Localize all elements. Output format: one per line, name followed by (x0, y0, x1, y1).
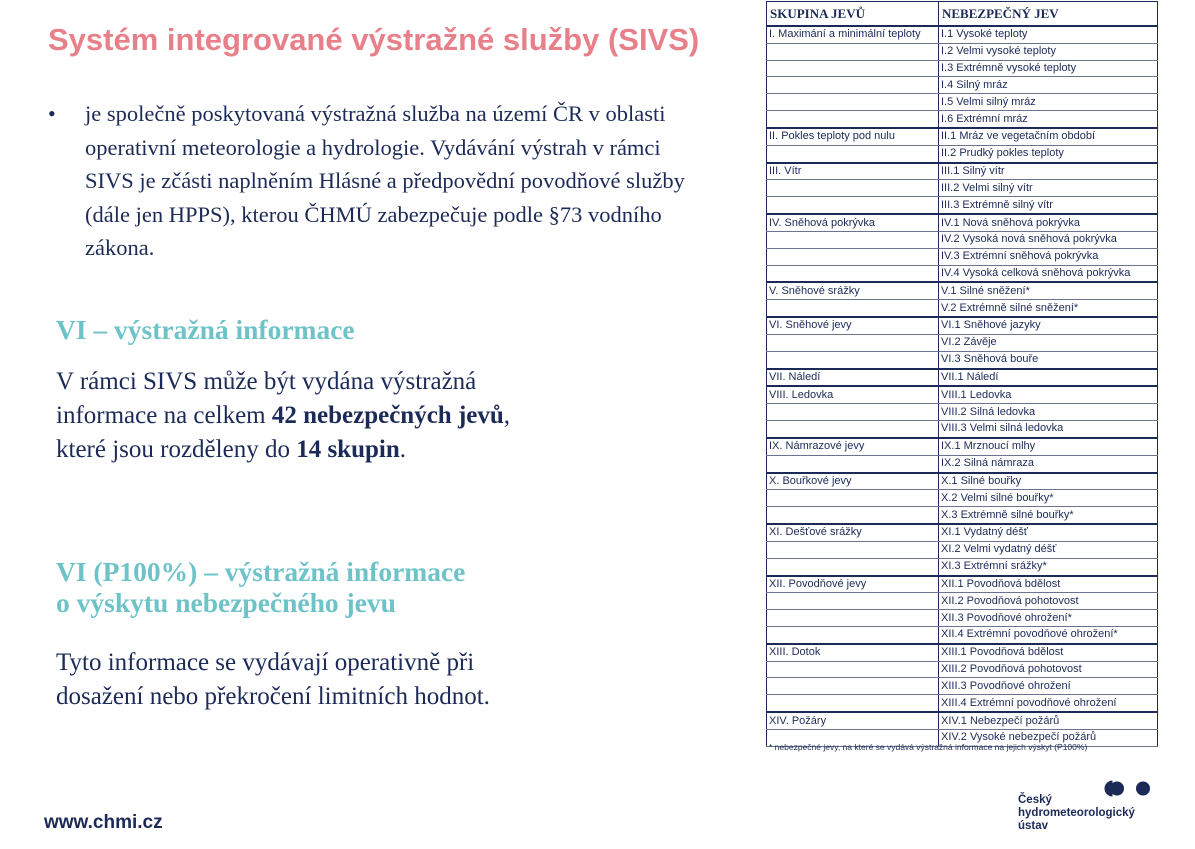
empty-cell (767, 626, 939, 643)
hazard-table (766, 1, 1158, 747)
table-row (767, 145, 1158, 162)
section-heading-vi: VI – výstražná informace (56, 314, 355, 345)
paragraph-line: dosažení nebo překročení limitních hodnot. (56, 683, 490, 710)
group-name-cell: I. Maximání a minimální teploty (767, 26, 939, 43)
empty-cell (767, 661, 939, 678)
hazard-cell: X.1 Silné bouřky (939, 473, 1158, 490)
paragraph-line: Tyto informace se vydávají operativně při (56, 649, 475, 676)
empty-cell (767, 43, 939, 60)
table-row (767, 386, 1158, 403)
section-heading-p100 (56, 556, 465, 618)
table-row (767, 77, 1158, 94)
section-p100-paragraph (56, 646, 656, 714)
paragraph-line: V rámci SIVS může být vydána výstražná (56, 368, 477, 395)
hazard-cell: XIV.1 Nebezpečí požárů (939, 712, 1158, 729)
logo-line: ústav (1018, 820, 1049, 832)
hazard-cell: V.2 Extrémně silné sněžení* (939, 300, 1158, 317)
table-row (767, 455, 1158, 472)
table-row (767, 421, 1158, 438)
empty-cell (767, 558, 939, 575)
hazard-cell: XII.2 Povodňová pohotovost (939, 593, 1158, 610)
hazard-cell: XIII.4 Extrémní povodňové ohrožení (939, 695, 1158, 712)
table-row (767, 438, 1158, 455)
empty-cell (767, 94, 939, 111)
hazard-cell: V.1 Silné sněžení* (939, 282, 1158, 299)
table-row (767, 644, 1158, 661)
paragraph-line: které jsou rozděleny do (56, 436, 297, 463)
table-row (767, 180, 1158, 197)
hazard-cell: IV.4 Vysoká celková sněhová pokrývka (939, 265, 1158, 282)
group-name-cell: X. Bouřkové jevy (767, 473, 939, 490)
table-row (767, 490, 1158, 507)
hazard-cell: VIII.1 Ledovka (939, 386, 1158, 403)
table-body (767, 26, 1158, 746)
empty-cell (767, 265, 939, 282)
paragraph-punct: . (399, 436, 406, 463)
table-row (767, 231, 1158, 248)
logo-line: Český (1018, 794, 1052, 806)
table-row (767, 26, 1158, 43)
table-row (767, 60, 1158, 77)
hazard-cell: XII.4 Extrémní povodňové ohrožení* (939, 626, 1158, 643)
header-group: SKUPINA JEVŮ (767, 2, 939, 27)
group-name-cell: II. Pokles teploty pod nulu (767, 128, 939, 145)
logo-line: hydrometeorologický (1018, 807, 1135, 819)
table-row (767, 300, 1158, 317)
table-row (767, 661, 1158, 678)
table-row (767, 576, 1158, 593)
hazard-cell: VI.2 Závěje (939, 334, 1158, 351)
table-row (767, 507, 1158, 524)
hazard-cell: III.1 Silný vítr (939, 163, 1158, 180)
section-vi-paragraph (56, 365, 656, 467)
empty-cell (767, 678, 939, 695)
hazard-cell: XIII.1 Povodňová bdělost (939, 644, 1158, 661)
empty-cell (767, 351, 939, 368)
table-row (767, 94, 1158, 111)
hazard-cell: VI.1 Sněhové jazyky (939, 317, 1158, 334)
table-row (767, 334, 1158, 351)
table-row (767, 593, 1158, 610)
hazard-cell: IX.2 Silná námraza (939, 455, 1158, 472)
intro-text: je společně poskytovaná výstražná služba na území ČR v oblasti operativní meteorologie a hydrologie. Vydávání výstrah v rámci SIVS je zčásti naplněním Hlásné a předpovědní povodňové služby (dále jen HPPS), kterou ČHMÚ zabezpečuje podle §73 vodního zákona. (85, 101, 685, 260)
header-hazard: NEBEZPEČNÝ JEV (939, 2, 1158, 27)
table-row (767, 369, 1158, 387)
table-row (767, 558, 1158, 575)
table-row (767, 712, 1158, 729)
group-name-cell: IV. Sněhová pokrývka (767, 214, 939, 231)
empty-cell (767, 77, 939, 94)
group-name-cell: XIII. Dotok (767, 644, 939, 661)
hazard-cell: I.6 Extrémní mráz (939, 111, 1158, 128)
table-row (767, 626, 1158, 643)
hazard-cell: I.2 Velmi vysoké teploty (939, 43, 1158, 60)
paragraph-punct: , (503, 402, 511, 429)
table-row (767, 524, 1158, 541)
empty-cell (767, 541, 939, 558)
empty-cell (767, 180, 939, 197)
emphasis-groups: 14 skupin (296, 436, 400, 463)
hazard-cell: XIII.3 Povodňové ohrožení (939, 678, 1158, 695)
hazard-cell: XII.3 Povodňové ohrožení* (939, 610, 1158, 627)
table-row (767, 610, 1158, 627)
table-row (767, 43, 1158, 60)
hazard-cell: I.5 Velmi silný mráz (939, 94, 1158, 111)
empty-cell (767, 610, 939, 627)
table-row (767, 111, 1158, 128)
table-row (767, 282, 1158, 299)
hazard-cell: XIV.2 Vysoké nebezpečí požárů (939, 729, 1158, 746)
hazard-cell: IV.2 Vysoká nová sněhová pokrývka (939, 231, 1158, 248)
hazard-cell: I.3 Extrémně vysoké teploty (939, 60, 1158, 77)
website-link[interactable]: www.chmi.cz (44, 812, 163, 833)
group-name-cell: XIV. Požáry (767, 712, 939, 729)
empty-cell (767, 507, 939, 524)
hazard-cell: III.3 Extrémně silný vítr (939, 197, 1158, 214)
group-name-cell: VII. Náledí (767, 369, 939, 387)
heading-line: o výskytu nebezpečného jevu (56, 587, 396, 618)
empty-cell (767, 421, 939, 438)
empty-cell (767, 300, 939, 317)
table-row (767, 265, 1158, 282)
empty-cell (767, 695, 939, 712)
empty-cell (767, 593, 939, 610)
hazard-cell: I.4 Silný mráz (939, 77, 1158, 94)
hazard-cell: III.2 Velmi silný vítr (939, 180, 1158, 197)
table-row (767, 128, 1158, 145)
group-name-cell: VIII. Ledovka (767, 386, 939, 403)
hazard-cell: IX.1 Mrznoucí mlhy (939, 438, 1158, 455)
heading-line: VI (P100%) – výstražná informace (56, 556, 466, 587)
table-row (767, 473, 1158, 490)
hazard-cell: XI.2 Velmi vydatný déšť (939, 541, 1158, 558)
hazard-cell: IV.3 Extrémní sněhová pokrývka (939, 248, 1158, 265)
group-name-cell: XII. Povodňové jevy (767, 576, 939, 593)
table-row (767, 404, 1158, 421)
empty-cell (767, 248, 939, 265)
hazard-cell: XII.1 Povodňová bdělost (939, 576, 1158, 593)
table-row (767, 678, 1158, 695)
group-name-cell: V. Sněhové srážky (767, 282, 939, 299)
empty-cell (767, 60, 939, 77)
table-row (767, 541, 1158, 558)
emphasis-count: 42 nebezpečných jevů (271, 402, 504, 429)
table-row (767, 695, 1158, 712)
page-title: Systém integrované výstražné služby (SIVS) (48, 22, 700, 57)
hazard-cell: XIII.2 Povodňová pohotovost (939, 661, 1158, 678)
group-name-cell: VI. Sněhové jevy (767, 317, 939, 334)
paragraph-line: informace na celkem (56, 402, 272, 429)
hazard-cell: I.1 Vysoké teploty (939, 26, 1158, 43)
hazard-cell: II.1 Mráz ve vegetačním období (939, 128, 1158, 145)
hazard-cell: XI.3 Extrémní srážky* (939, 558, 1158, 575)
hazard-cell: II.2 Prudký pokles teploty (939, 145, 1158, 162)
hazard-cell: VIII.2 Silná ledovka (939, 404, 1158, 421)
table-header-row (767, 2, 1158, 27)
table-row (767, 197, 1158, 214)
empty-cell (767, 490, 939, 507)
table-row (767, 163, 1158, 180)
hazard-cell: VIII.3 Velmi silná ledovka (939, 421, 1158, 438)
hazard-cell: X.3 Extrémně silné bouřky* (939, 507, 1158, 524)
empty-cell (767, 455, 939, 472)
table-row (767, 351, 1158, 368)
table-row (767, 248, 1158, 265)
group-name-cell: XI. Dešťové srážky (767, 524, 939, 541)
chmi-logo-text (1018, 794, 1135, 833)
empty-cell (767, 404, 939, 421)
empty-cell (767, 197, 939, 214)
group-name-cell: IX. Námrazové jevy (767, 438, 939, 455)
empty-cell (767, 111, 939, 128)
table-footnote: * nebezpečné jevy, na které se vydává výstražná informace na jejich výskyt (P100%) (769, 742, 1088, 752)
empty-cell (767, 145, 939, 162)
empty-cell (767, 334, 939, 351)
hazard-cell: VII.1 Náledí (939, 369, 1158, 387)
table-row (767, 214, 1158, 231)
empty-cell (767, 231, 939, 248)
table-row (767, 317, 1158, 334)
group-name-cell: III. Vítr (767, 163, 939, 180)
hazard-cell: VI.3 Sněhová bouře (939, 351, 1158, 368)
hazard-cell: X.2 Velmi silné bouřky* (939, 490, 1158, 507)
hazard-cell: IV.1 Nová sněhová pokrývka (939, 214, 1158, 231)
bullet-marker: • (48, 101, 56, 126)
hazard-cell: XI.1 Vydatný déšť (939, 524, 1158, 541)
